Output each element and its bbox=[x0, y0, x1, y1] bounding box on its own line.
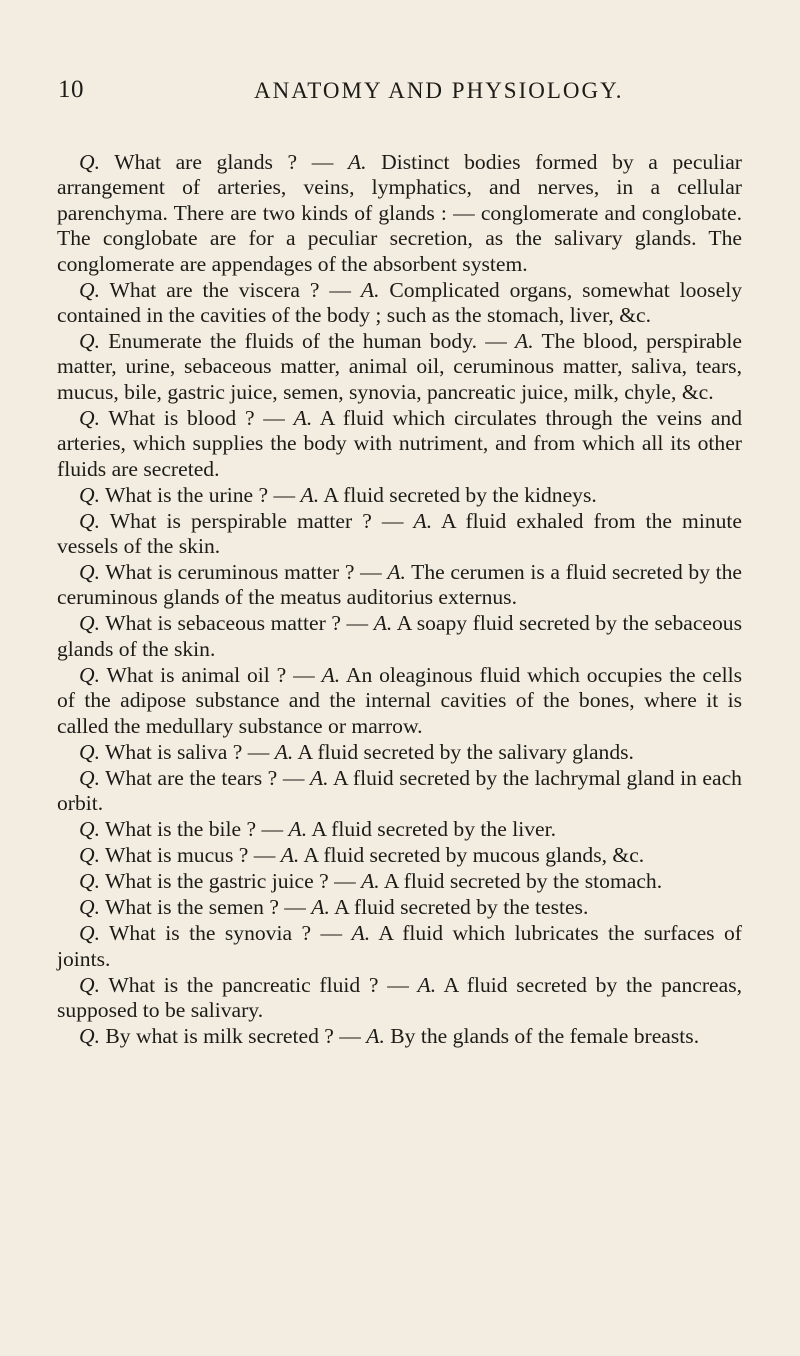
question-text: What is the gastric juice ? bbox=[105, 869, 329, 894]
question-marker: Q. bbox=[79, 921, 100, 946]
qa-content bbox=[57, 150, 742, 1049]
answer-marker: A. bbox=[515, 329, 534, 354]
answer-text: A fluid secreted by the liver. bbox=[311, 817, 556, 842]
answer-marker: A. bbox=[347, 150, 367, 174]
answer-text: A fluid secreted by the stomach. bbox=[383, 869, 663, 894]
running-head: ANATOMY AND PHYSIOLOGY. bbox=[254, 78, 624, 103]
qa-entry: Q. What are glands ? — A. Distinct bodies formed by a peculiar arrangement of arteries, veins, lymphatics, and nerves, in a cellular parenchyma. There are two kinds of glands : — conglomerate and conglobate. The conglobate are for a peculiar secretion, as the salivary glands. The conglomerate are appendages of the absorbent system. bbox=[57, 150, 742, 276]
qa-entry: Q. What are the tears ? — A. A fluid secreted by the lachrymal gland in each orbit. bbox=[57, 765, 742, 816]
question-marker: Q. bbox=[79, 662, 100, 687]
answer-text: The blood, perspirable matter, urine, sebaceous matter, animal oil, ceruminous matter, saliva, tears, mucus, bile, gastric juice, semen, synovia, pancreatic juice, milk, chyle, &c. bbox=[57, 329, 743, 404]
question-marker: Q. bbox=[79, 1023, 100, 1048]
question-text: What is mucus ? bbox=[105, 843, 249, 868]
question-marker: Q. bbox=[79, 611, 100, 636]
question-text: What is saliva ? bbox=[105, 739, 243, 764]
answer-marker: A. bbox=[366, 1023, 385, 1048]
answer-text: A fluid which circulates through the veins and arteries, which supplies the body with nutriment, and from which all its other fluids are secreted. bbox=[57, 405, 742, 481]
qa-entry: Q. What is the gastric juice ? — A. A fluid secreted by the stomach. bbox=[79, 869, 663, 894]
answer-marker: A. bbox=[300, 482, 320, 507]
question-text: What is perspirable matter ? bbox=[109, 508, 372, 533]
qa-entry: Q. What is saliva ? — A. A fluid secreted by the salivary glands. bbox=[79, 739, 634, 764]
answer-marker: A. bbox=[417, 972, 437, 997]
qa-entry: Q. What is mucus ? — A. A fluid secreted by mucous glands, &c. bbox=[79, 843, 645, 868]
question-marker: Q. bbox=[79, 843, 100, 868]
page-number: 10 bbox=[58, 76, 84, 103]
answer-text: The cerumen is a fluid secreted by the ceruminous glands of the meatus auditorius externus. bbox=[57, 560, 743, 610]
answer-marker: A. bbox=[373, 611, 393, 636]
question-marker: Q. bbox=[79, 482, 100, 507]
answer-text: A fluid secreted by mucous glands, &c. bbox=[303, 843, 645, 868]
qa-entry: Q. What is the pancreatic fluid ? — A. A fluid secreted by the pancreas, supposed to be salivary. bbox=[57, 972, 742, 1022]
question-text: What is the urine ? bbox=[105, 482, 269, 507]
question-text: Enumerate the fluids of the human body. bbox=[108, 329, 477, 354]
answer-marker: A. bbox=[280, 843, 300, 868]
qa-entry: Q. What is the semen ? — A. A fluid secreted by the testes. bbox=[79, 895, 589, 920]
question-text: What is ceruminous matter ? bbox=[105, 560, 355, 585]
question-text: What are the viscera ? bbox=[109, 277, 320, 302]
question-text: What is the semen ? bbox=[105, 895, 279, 920]
qa-entry: Q. What is the bile ? — A. A fluid secreted by the liver. bbox=[79, 817, 556, 842]
answer-marker: A. bbox=[311, 895, 330, 920]
answer-text: A fluid secreted by the pancreas, supposed to be salivary. bbox=[57, 972, 742, 1022]
question-marker: Q. bbox=[79, 508, 100, 533]
question-text: What are the tears ? bbox=[105, 765, 278, 790]
answer-marker: A. bbox=[274, 739, 294, 764]
answer-text: A fluid exhaled from the minute vessels of the skin. bbox=[57, 508, 742, 559]
question-marker: Q. bbox=[79, 895, 100, 920]
question-text: What is the bile ? bbox=[105, 817, 257, 842]
answer-text: A fluid secreted by the lachrymal gland in each orbit. bbox=[57, 765, 742, 816]
qa-entry: Q. What is blood ? — A. A fluid which circulates through the veins and arteries, which supplies the body with nutriment, and from which all its other fluids are secreted. bbox=[57, 405, 742, 481]
answer-marker: A. bbox=[288, 817, 308, 842]
answer-marker: A. bbox=[361, 869, 380, 894]
answer-text: An oleaginous fluid which occupies the cells of the adipose substance and the internal cavities of the bones, where it is called the medullary substance or marrow. bbox=[57, 662, 743, 738]
question-marker: Q. bbox=[79, 739, 100, 764]
qa-entry: Q. Enumerate the fluids of the human body. — A. The blood, perspirable matter, urine, sebaceous matter, animal oil, ceruminous matter, saliva, tears, mucus, bile, gastric juice, semen, synovia, pancreatic juice, milk, chyle, &c. bbox=[57, 329, 743, 404]
question-marker: Q. bbox=[79, 869, 100, 894]
question-text: By what is milk secreted ? bbox=[105, 1023, 334, 1048]
answer-text: A fluid which lubricates the surfaces of joints. bbox=[57, 921, 743, 971]
question-text: What is the pancreatic fluid ? bbox=[108, 972, 379, 997]
answer-marker: A. bbox=[387, 560, 406, 585]
question-text: What is blood ? bbox=[108, 405, 255, 430]
question-marker: Q. bbox=[79, 405, 100, 430]
qa-entry: Q. What is the urine ? — A. A fluid secreted by the kidneys. bbox=[79, 482, 597, 507]
answer-text: A fluid secreted by the testes. bbox=[334, 895, 589, 920]
answer-text: Complicated organs, somewhat loosely contained in the cavities of the body ; such as the stomach, liver, &c. bbox=[57, 277, 742, 328]
answer-text: Distinct bodies formed by a peculiar arrangement of arteries, veins, lymphatics, and nerves, in a cellular parenchyma. There are two kinds of glands : — conglomerate and conglobate. The conglobate are for a peculiar secretion, as the salivary glands. The conglomerate are appendages of the absorbent system. bbox=[57, 150, 742, 276]
answer-marker: A. bbox=[321, 662, 341, 687]
qa-entry: Q. What are the viscera ? — A. Complicated organs, somewhat loosely contained in the cavities of the body ; such as the stomach, liver, &c. bbox=[57, 277, 742, 328]
question-marker: Q. bbox=[79, 817, 100, 842]
question-marker: Q. bbox=[79, 329, 100, 354]
question-text: What is sebaceous matter ? bbox=[105, 611, 341, 636]
answer-marker: A. bbox=[351, 921, 371, 946]
answer-text: By the glands of the female breasts. bbox=[390, 1023, 700, 1048]
question-marker: Q. bbox=[79, 150, 100, 174]
qa-entry: Q. What is ceruminous matter ? — A. The cerumen is a fluid secreted by the ceruminous glands of the meatus auditorius externus. bbox=[57, 560, 743, 610]
question-marker: Q. bbox=[79, 560, 100, 585]
qa-entry: Q. By what is milk secreted ? — A. By the glands of the female breasts. bbox=[79, 1023, 700, 1048]
answer-text: A fluid secreted by the salivary glands. bbox=[297, 739, 634, 764]
qa-entry: Q. What is sebaceous matter ? — A. A soapy fluid secreted by the sebaceous glands of the skin. bbox=[57, 611, 742, 661]
answer-text: A soapy fluid secreted by the sebaceous glands of the skin. bbox=[57, 611, 742, 661]
question-text: What is the synovia ? bbox=[109, 921, 312, 946]
question-text: What are glands ? bbox=[114, 150, 298, 174]
qa-entry: Q. What is the synovia ? — A. A fluid which lubricates the surfaces of joints. bbox=[57, 921, 743, 971]
question-marker: Q. bbox=[79, 972, 100, 997]
question-text: What is animal oil ? bbox=[106, 662, 287, 687]
qa-entry: Q. What is animal oil ? — A. An oleaginous fluid which occupies the cells of the adipose substance and the internal cavities of the bones, where it is called the medullary substance or marrow. bbox=[57, 662, 743, 738]
answer-marker: A. bbox=[413, 508, 433, 533]
answer-marker: A. bbox=[293, 405, 313, 430]
question-marker: Q. bbox=[79, 765, 100, 790]
answer-marker: A. bbox=[309, 765, 329, 790]
qa-entry: Q. What is perspirable matter ? — A. A fluid exhaled from the minute vessels of the skin. bbox=[57, 508, 742, 559]
question-marker: Q. bbox=[79, 277, 100, 302]
answer-marker: A. bbox=[360, 277, 380, 302]
page-header bbox=[58, 76, 743, 110]
answer-text: A fluid secreted by the kidneys. bbox=[323, 482, 597, 507]
